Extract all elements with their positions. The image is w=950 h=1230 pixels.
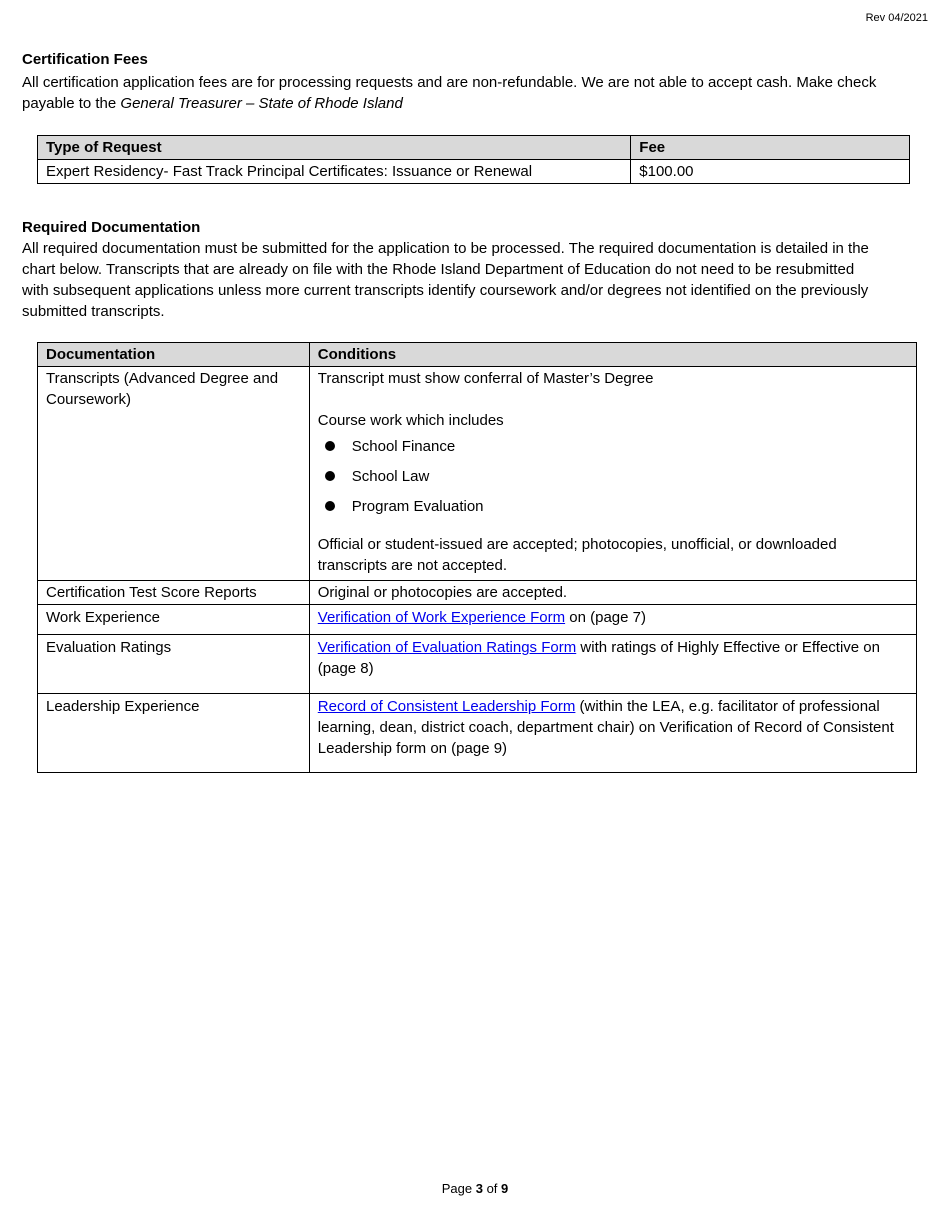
fees-intro bbox=[22, 72, 932, 114]
fees-intro-text: All certification application fees are for processing requests and are non-refundable. We are not able to accept cash. Make check payable to the bbox=[22, 74, 877, 112]
fee-request-type: Expert Residency- Fast Track Principal Certificates: Issuance or Renewal bbox=[38, 160, 631, 184]
current-page-number: 3 bbox=[475, 1181, 483, 1196]
work-experience-suffix: on (page 7) bbox=[565, 609, 646, 626]
leadership-suffix: (within the LEA, e.g. facilitator of professional learning, dean, district coach, department chair) on Verification of Record of Consistent Leadership form on (page 9) bbox=[317, 698, 894, 757]
documentation-intro: All required documentation must be submitted for the application to be processed. The required documentation is detailed in the chart below. Transcripts that are already on file with the Rhode Island Department of Education do not need to be resubmitted with subsequent applications unless more current transcripts identify coursework and/or degrees not identified on the previously submitted transcripts. bbox=[22, 240, 869, 320]
evaluation-ratings-form-link[interactable]: Verification of Evaluation Ratings Form bbox=[317, 639, 577, 656]
list-item bbox=[318, 492, 908, 522]
table-row bbox=[38, 694, 917, 773]
list-item bbox=[318, 432, 908, 462]
fees-table bbox=[37, 135, 910, 184]
coursework-list bbox=[318, 432, 908, 522]
doc-test-scores: Certification Test Score Reports bbox=[38, 581, 310, 605]
doc-evaluation-ratings: Evaluation Ratings bbox=[38, 635, 310, 694]
work-experience-form-link[interactable]: Verification of Work Experience Form bbox=[317, 609, 566, 626]
transcripts-acceptance-line: Official or student-issued are accepted; photocopies, unofficial, or downloaded transcripts are not accepted. bbox=[317, 536, 837, 574]
doc-work-experience: Work Experience bbox=[38, 605, 310, 635]
fees-header-fee: Fee bbox=[631, 136, 910, 160]
table-row bbox=[38, 635, 917, 694]
page-footer bbox=[0, 1180, 950, 1198]
fees-table-header bbox=[38, 136, 910, 160]
bullet-icon bbox=[325, 441, 335, 451]
of-label: of bbox=[486, 1181, 498, 1196]
fees-header-type: Type of Request bbox=[38, 136, 631, 160]
fees-payee: General Treasurer – State of Rhode Island bbox=[120, 95, 403, 112]
doc-header-documentation: Documentation bbox=[38, 343, 310, 367]
transcripts-coursework-line: Course work which includes bbox=[317, 412, 504, 429]
evaluation-suffix: with ratings of Highly Effective or Effective on (page 8) bbox=[317, 639, 880, 677]
documentation-table-header bbox=[38, 343, 917, 367]
transcripts-degree-line: Transcript must show conferral of Master’s Degree bbox=[317, 370, 654, 387]
revision-label: Rev 04/2021 bbox=[865, 12, 928, 24]
doc-test-scores-condition: Original or photocopies are accepted. bbox=[309, 581, 916, 605]
page-label: Page bbox=[441, 1181, 473, 1196]
coursework-item: School Law bbox=[351, 468, 430, 485]
list-item bbox=[318, 462, 908, 492]
bullet-icon bbox=[325, 471, 335, 481]
table-row bbox=[38, 581, 917, 605]
doc-evaluation-condition bbox=[309, 635, 916, 694]
doc-work-experience-condition bbox=[309, 605, 916, 635]
fee-amount: $100.00 bbox=[631, 160, 910, 184]
coursework-item: Program Evaluation bbox=[351, 498, 484, 515]
doc-header-conditions: Conditions bbox=[309, 343, 916, 367]
coursework-item: School Finance bbox=[351, 438, 456, 455]
doc-leadership-condition bbox=[309, 694, 916, 773]
total-pages-number: 9 bbox=[501, 1181, 509, 1196]
documentation-title: Required Documentation bbox=[22, 219, 201, 236]
fees-title: Certification Fees bbox=[22, 51, 148, 68]
documentation-table bbox=[37, 342, 917, 773]
table-row bbox=[38, 367, 917, 581]
table-row bbox=[38, 605, 917, 635]
bullet-icon bbox=[325, 501, 335, 511]
doc-transcripts: Transcripts (Advanced Degree and Coursework) bbox=[38, 367, 310, 581]
leadership-form-link[interactable]: Record of Consistent Leadership Form bbox=[317, 698, 576, 715]
doc-leadership-experience: Leadership Experience bbox=[38, 694, 310, 773]
doc-transcripts-conditions bbox=[309, 367, 916, 581]
table-row bbox=[38, 160, 910, 184]
